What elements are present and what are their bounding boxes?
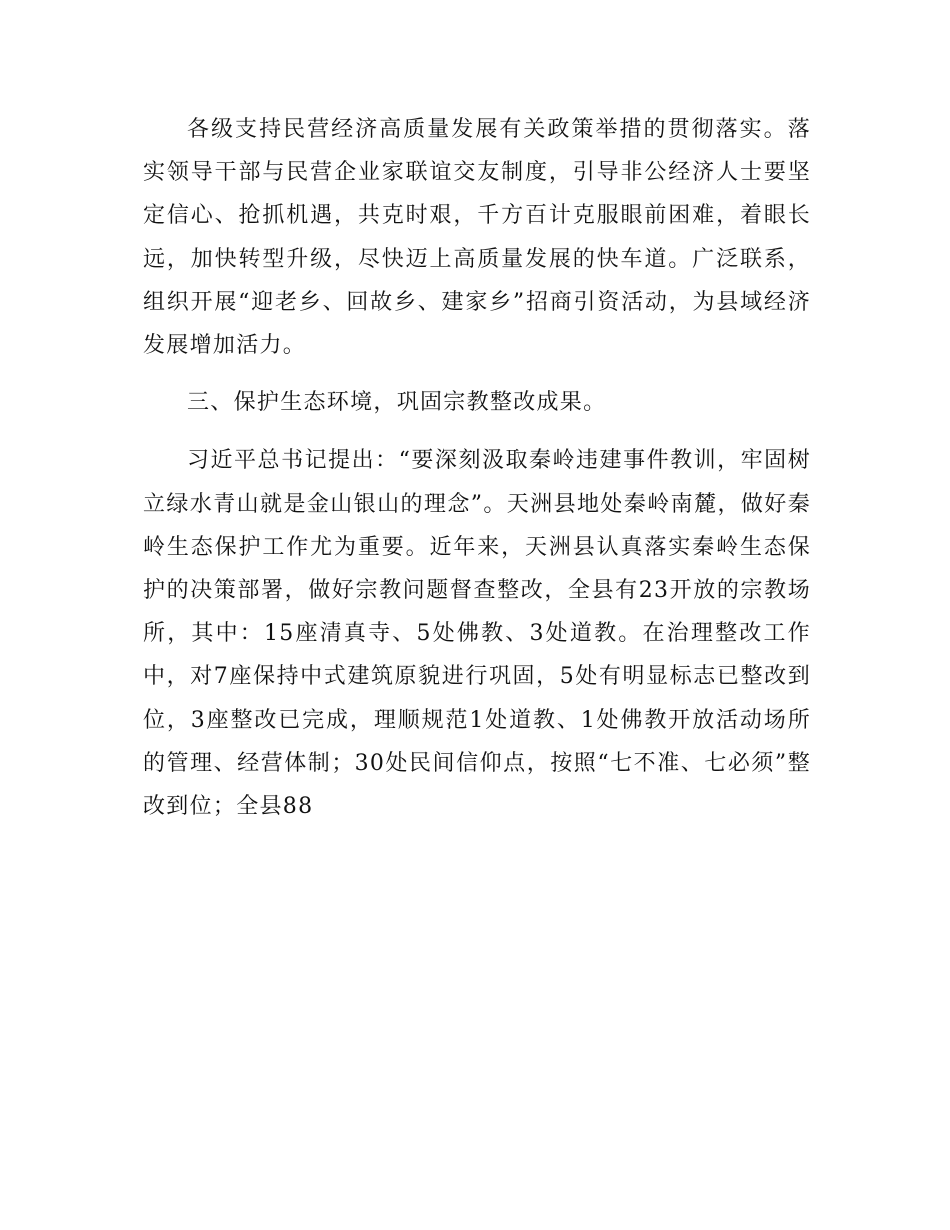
section-heading-ecology: 三、保护生态环境，巩固宗教整改成果。 <box>187 390 607 416</box>
paragraph-ecology-religion: 习近平总书记提出：“要深刻汲取秦岭违建事件教训，牢固树立绿水青山就是金山银山的理念”。天洲县地处秦岭南麓，做好秦岭生态保护工作尤为重要。近年来，天洲县认真落实秦岭生态保护的决策部署，做好宗教问题督查整改，全县有23开放的宗教场所，其中：15座清真寺、5处佛教、3处道教。在治理整改工作中，对7座保持中式建筑原貌进行巩固，5处有明显标志已整改到位，3座整改已完成，理顺规范1处道教、1处佛教开放活动场所的管理、经营体制；30处民间信仰点，按照“七不准、七必须”整改到位；全县88 <box>143 448 811 820</box>
paragraph-private-economy: 各级支持民营经济高质量发展有关政策举措的贯彻落实。落实领导干部与民营企业家联谊交友制度，引导非公经济人士要坚定信心、抢抓机遇，共克时艰，千方百计克服眼前困难，着眼长远，加快转型升级，尽快迈上高质量发展的快车道。广泛联系，组织开展“迎老乡、回故乡、建家乡”招商引资活动，为县域经济发展增加活力。 <box>143 117 811 359</box>
document-body <box>143 108 811 842</box>
